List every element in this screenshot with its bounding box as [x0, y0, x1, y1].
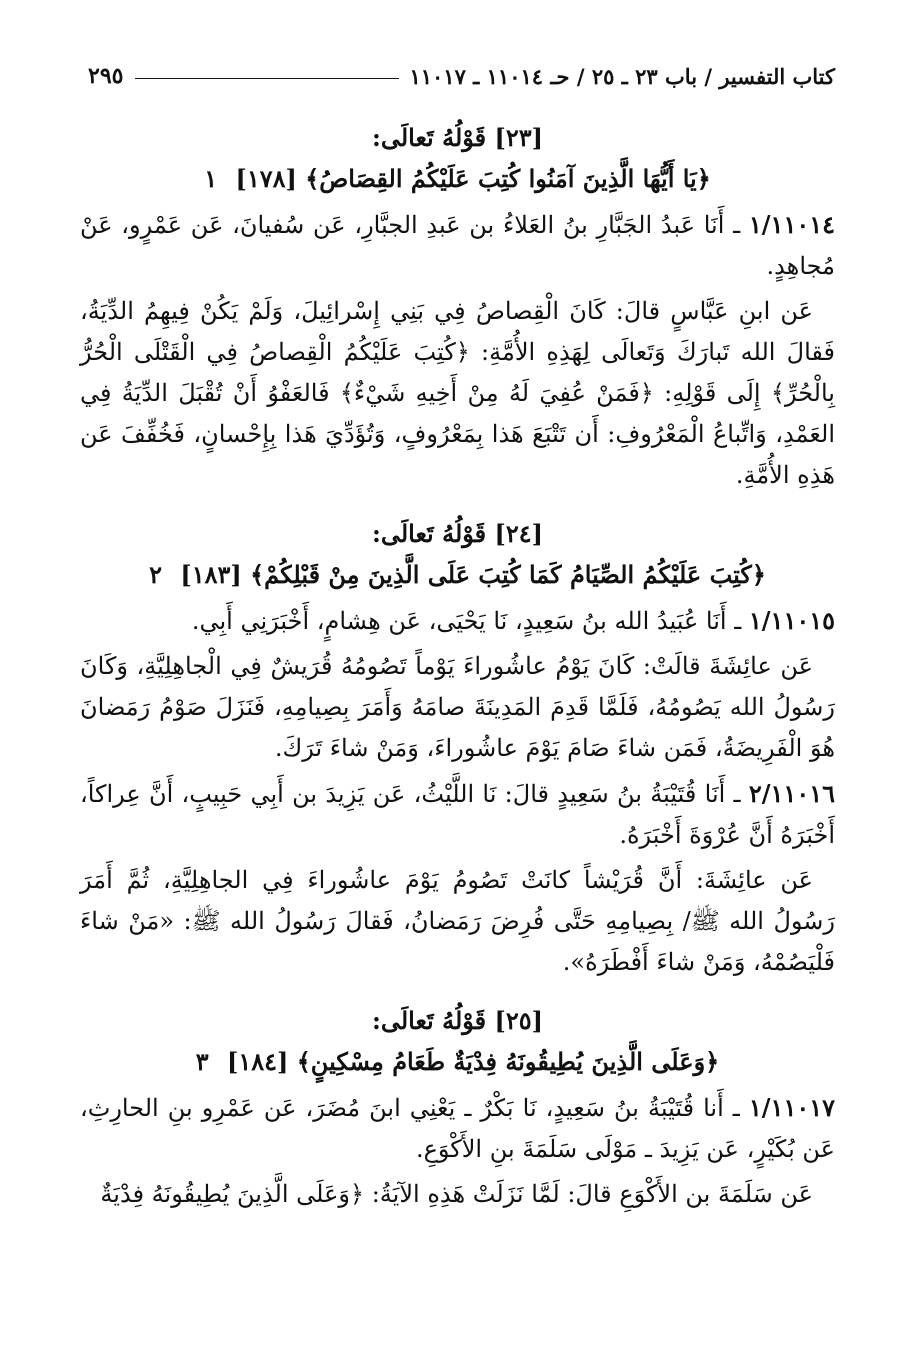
isnad-text: ـ أَنَا عُبَيدُ الله بنُ سَعِيدٍ، نَا يَحْيَى، عَن هِشامٍ، أَخْبَرَنِي أَبِي. — [191, 607, 742, 635]
footnote-marker: ٢ — [149, 560, 162, 589]
isnad-text: ـ أَنا قُتَيْبَةُ بنُ سَعِيدٍ، نَا بَكْرٌ ـ يَعْنِي ابنَ مُضَرَ، عَن عَمْرِو بنِ الحارِثِ، عَن بُكَيْرٍ، عَن يَزِيدَ ـ مَوْلَى سَلَمَةَ بنِ الأَكْوَعِ. — [80, 1094, 835, 1163]
section-heading: [٢٣] قَوْلُهُ تَعالَى: — [371, 123, 543, 152]
text-column — [80, 118, 835, 1219]
running-header — [88, 60, 835, 92]
footnote-marker: ١ — [204, 164, 218, 193]
page-number: ٢٩٥ — [88, 63, 124, 89]
isnad-text: ـ أَنَا قُتَيْبَةُ بنُ سَعِيدٍ قالَ: نَا اللَّيْثُ، عَن يَزِيدَ بن أَبِي حَبِيبٍ، أَنَّ عِراكاً، أَخْبَرَهُ أَنَّ عُرْوَةَ أَخْبَرَهُ. — [80, 780, 835, 849]
verse-text: ﴿وَعَلَى الَّذِينَ يُطِيقُونَهُ فِدْيَةٌ طَعَامُ مِسْكِينٍ﴾ [١٨٤] — [227, 1047, 720, 1076]
hadith-isnad — [80, 1087, 835, 1170]
isnad-text: ـ أَنَا عَبدُ الجَبَّارِ بنُ العَلاءُ بن عَبدِ الجبَّارِ، عَن سُفيانَ، عَن عَمْرٍو، عَنْ مُجاهِدٍ. — [80, 211, 835, 280]
verse-line — [80, 1041, 835, 1083]
hadith-number: ٢/١١٠١٦ — [748, 779, 835, 808]
section-heading: [٢٥] قَوْلُهُ تَعالَى: — [371, 1006, 543, 1035]
running-title: كتاب التفسير / باب ٢٣ ـ ٢٥ / حـ ١١٠١٤ ـ ١١٠١٧ — [409, 63, 835, 89]
hadith-matn: عَن سَلَمَةَ بن الأَكْوَعِ قالَ: لَمَّا نَزَلَتْ هَذِهِ الآيَةُ: ﴿وَعَلَى الَّذِينَ يُطِيقُونَهُ فِدْيَةٌ — [100, 1180, 813, 1208]
hadith-matn: عَن عائِشَةَ قالَتْ: كَانَ يَوْمُ عاشُوراءَ يَوْماً تَصُومُهُ قُرَيشٌ فِي الْجاهِلِيَّةِ، وَكَانَ رَسُولُ الله يَصُومُهُ، فَلَمَّا قَدِمَ المَدِينَةَ صامَهُ وَأَمَرَ بِصِيامِهِ، فَنَزَلَ صَوْمُ رَمَضانَ هُوَ الْفَرِيضَةُ، فَمَن شاءَ صَامَ يَوْمَ عاشُوراءَ، وَمَنْ شاءَ تَرَكَ. — [80, 652, 835, 762]
section-heading: [٢٤] قَوْلُهُ تَعالَى: — [371, 519, 543, 548]
verse-text: ﴿يَا أَيُّهَا الَّذِينَ آمَنُوا كُتِبَ عَلَيْكُمُ القِصَاصُ﴾ [١٧٨] — [235, 164, 711, 193]
hadith-number: ١/١١٠١٧ — [748, 1093, 835, 1122]
hadith-matn: عَن ابنِ عَبَّاسٍ قالَ: كَانَ الْقِصاصُ فِي بَنِي إِسْرائِيلَ، وَلَمْ يَكُنْ فِيهِمُ الدِّيَةُ، فَقالَ الله تَبارَكَ وَتَعالَى لِهَذِهِ الأُمَّةِ: ﴿كُتِبَ عَلَيْكُمُ الْقِصاصُ فِي الْقَتْلَى الْحُرُّ بِالْحُرِّ﴾ إِلَى قَوْلِهِ: ﴿فَمَنْ عُفِيَ لَهُ مِنْ أَخِيهِ شَيْءٌ﴾ فَالعَفْوُ أَنْ تُقْبَلَ الدِّيَةُ فِي العَمْدِ، وَاتِّباعُ الْمَعْرُوفِ: أَن تَتْبَعَ هَذا بِمَعْرُوفٍ، وَتُؤَدِّيَ هَذا بِإِحْسانٍ، فَخُفِّفَ عَن هَذِهِ الأُمَّةِ. — [80, 297, 835, 489]
hadith-number: ١/١١٠١٤ — [748, 210, 835, 239]
section-24 — [80, 514, 835, 983]
verse-text: ﴿كُتِبَ عَلَيْكُمُ الصِّيَامُ كَمَا كُتِبَ عَلَى الَّذِينَ مِنْ قَبْلِكُمْ﴾ [١٨٣] — [180, 560, 766, 589]
verse-line — [80, 158, 835, 200]
section-23 — [80, 118, 835, 496]
footnote-marker: ٣ — [195, 1047, 209, 1076]
hadith-number: ١/١١٠١٥ — [748, 606, 835, 635]
hadith-isnad — [80, 600, 835, 642]
hadith-matn: عَن عائِشَةَ: أَنَّ قُرَيْشاً كانَتْ تَصُومُ يَوْمَ عاشُوراءَ فِي الجاهِلِيَّةِ، ثُمَّ أَمَرَ رَسُولُ الله ﷺ/ بِصِيامِهِ حَتَّى فُرِضَ رَمَضانُ، فَقالَ رَسُولُ الله ﷺ: «مَنْ شاءَ فَلْيَصُمْهُ، وَمَنْ شاءَ أَفْطَرَهُ». — [80, 866, 835, 976]
hadith-isnad — [80, 204, 835, 287]
section-25 — [80, 1001, 835, 1215]
verse-line — [80, 554, 835, 596]
hadith-isnad — [80, 773, 835, 856]
header-rule — [135, 78, 399, 79]
